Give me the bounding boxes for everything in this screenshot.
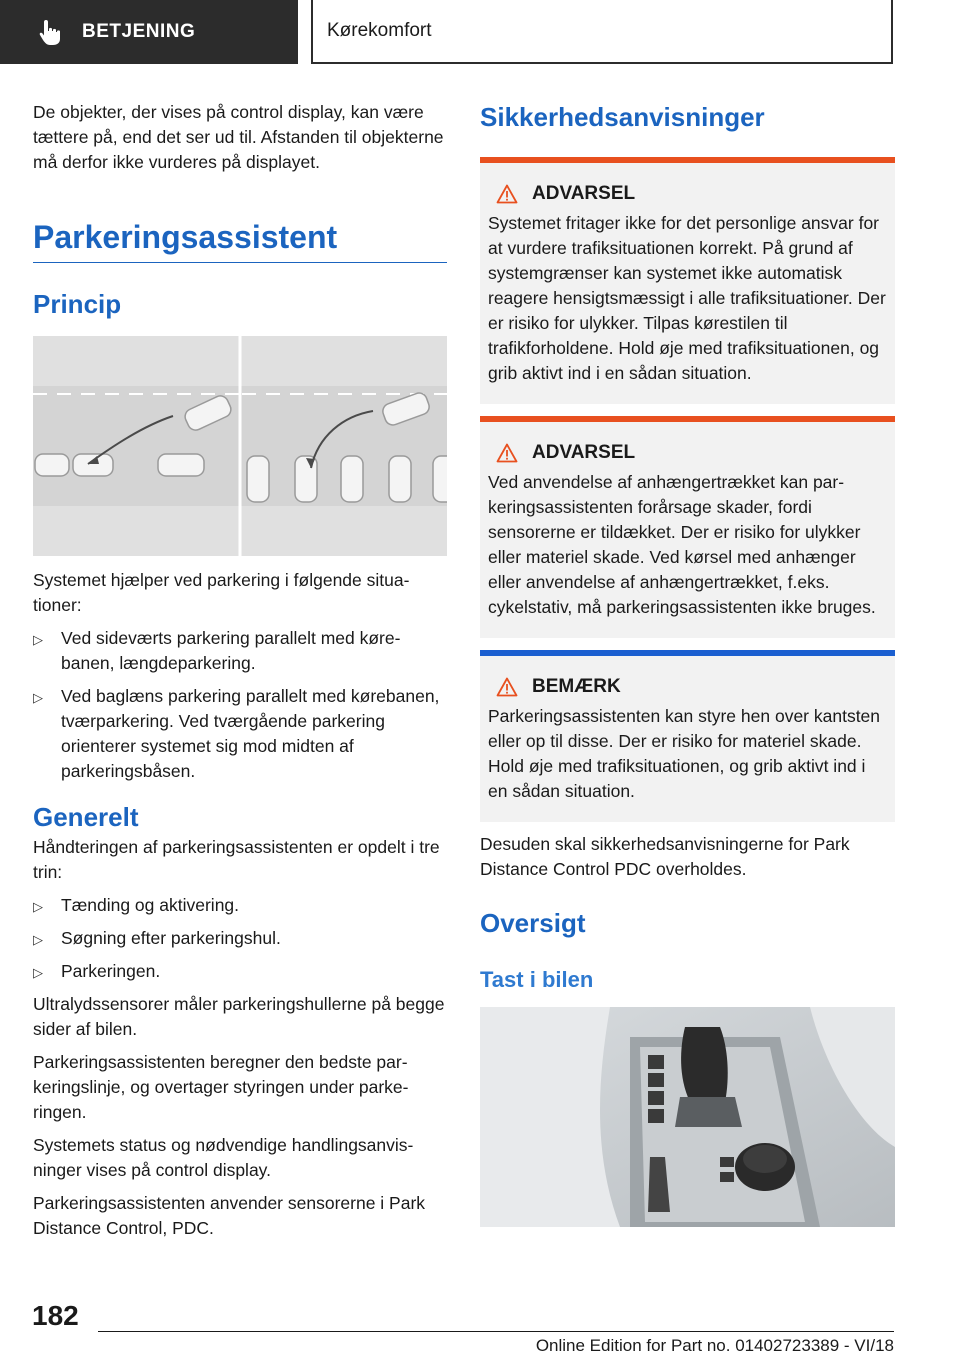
notice-box — [480, 650, 895, 822]
footer-divider — [98, 1331, 894, 1332]
button-heading: Tast i bilen — [480, 967, 594, 992]
principle-heading: Princip — [33, 289, 122, 319]
header-section-label: BETJENING — [82, 21, 196, 42]
warning-text: Ved anvendelse af anhængertrækket kan parkeringsassistenten forårsage skader, fordi sensorerne er tildækket. Der er risiko for ulykker eller materiel skade. Ved kørsel med anhænger eller anvendelse af anhængertrækket, f.eks. cykelstativ, må parkeringsassistenten ikke bruges. — [488, 472, 876, 617]
list-item: ▷ Søgning efter parkeringshul. — [33, 926, 447, 951]
warning-box-2 — [480, 416, 895, 638]
overview-heading: Oversigt — [480, 908, 586, 938]
car-interior-photo — [480, 1007, 895, 1227]
warning-triangle-icon — [496, 677, 518, 697]
header-section-tab — [0, 0, 298, 64]
right-column — [480, 100, 895, 1227]
warning-title: ADVARSEL — [488, 442, 887, 464]
principle-text: Systemet hjælper ved parkering i følgende situationer: — [33, 570, 410, 615]
general-list — [33, 893, 447, 984]
header-chapter — [311, 0, 893, 64]
list-item: ▷ Parkeringen. — [33, 959, 447, 984]
page-number: 182 — [32, 1300, 79, 1331]
intro-paragraph: De objekter, der vises på control display, kan være tættere på, end det ser ud til. Afstanden til objekterne må derfor ikke vurderes på displayet. — [33, 102, 444, 172]
triangle-bullet-icon: ▷ — [33, 690, 43, 705]
parking-illustration — [33, 336, 447, 556]
general-heading: Generelt — [33, 802, 139, 832]
header-chapter-label: Kørekomfort — [327, 20, 432, 41]
list-item: ▷ Ved sideværts parkering parallelt med kørebanen, længdeparkering. — [33, 628, 401, 673]
list-item: ▷ Ved baglæns parkering parallelt med kørebanen, tværparkering. Ved tværgående parkering orienterer systemet sig mod midten af parkeringsbåsen. — [33, 686, 440, 781]
general-paragraph-2: Parkeringsassistenten beregner den bedste parkeringslinje, og overtager styringen under parkeringen. — [33, 1052, 409, 1122]
principle-list — [33, 626, 447, 784]
page-title: Parkeringsassistent — [33, 219, 338, 255]
general-paragraph-4: Parkeringsassistenten anvender sensorerne i Park Distance Control, PDC. — [33, 1193, 426, 1238]
general-text: Håndteringen af parkeringsassistenten er opdelt i tre trin: — [33, 837, 440, 882]
list-item: ▷ Tænding og aktivering. — [33, 893, 447, 918]
general-paragraph-3: Systemets status og nødvendige handlingsanvisninger vises på control display. — [33, 1135, 414, 1180]
warning-triangle-icon — [496, 184, 518, 204]
after-warnings-text: Desuden skal sikkerhedsanvisningerne for Park Distance Control PDC overholdes. — [480, 834, 850, 879]
footer-edition: Online Edition for Part no. 01402723389 - VI/18 — [535, 1336, 894, 1355]
triangle-bullet-icon: ▷ — [33, 932, 43, 947]
hand-pointer-icon — [36, 17, 66, 47]
safety-heading: Sikkerhedsanvisninger — [480, 102, 765, 132]
warning-triangle-icon — [496, 443, 518, 463]
triangle-bullet-icon: ▷ — [33, 632, 43, 647]
notice-text: Parkeringsassistenten kan styre hen over kantsten eller op til disse. Der er risiko for materiel skade. Hold øje med trafiksituationen, og grib aktivt ind i en sådan situation. — [488, 706, 881, 801]
triangle-bullet-icon: ▷ — [33, 899, 43, 914]
left-column — [33, 100, 447, 1241]
triangle-bullet-icon: ▷ — [33, 965, 43, 980]
notice-title: BEMÆRK — [488, 676, 887, 698]
title-divider — [33, 262, 447, 263]
warning-box-1 — [480, 157, 895, 404]
warning-text: Systemet fritager ikke for det personlige ansvar for at vurdere trafiksituationen korrekt. På grund af systemgrænser kan systemet ikke automatisk reagere hensigtsmæssigt i alle trafiksituationer. Der er risiko for ulykker. Tilpas kørestilen til trafikforholdene. Hold øje med trafiksituationen, og grib aktivt ind i en sådan situation. — [488, 213, 886, 383]
warning-title: ADVARSEL — [488, 183, 887, 205]
general-paragraph-1: Ultralydssensorer måler parkeringshullerne på begge sider af bilen. — [33, 994, 445, 1039]
